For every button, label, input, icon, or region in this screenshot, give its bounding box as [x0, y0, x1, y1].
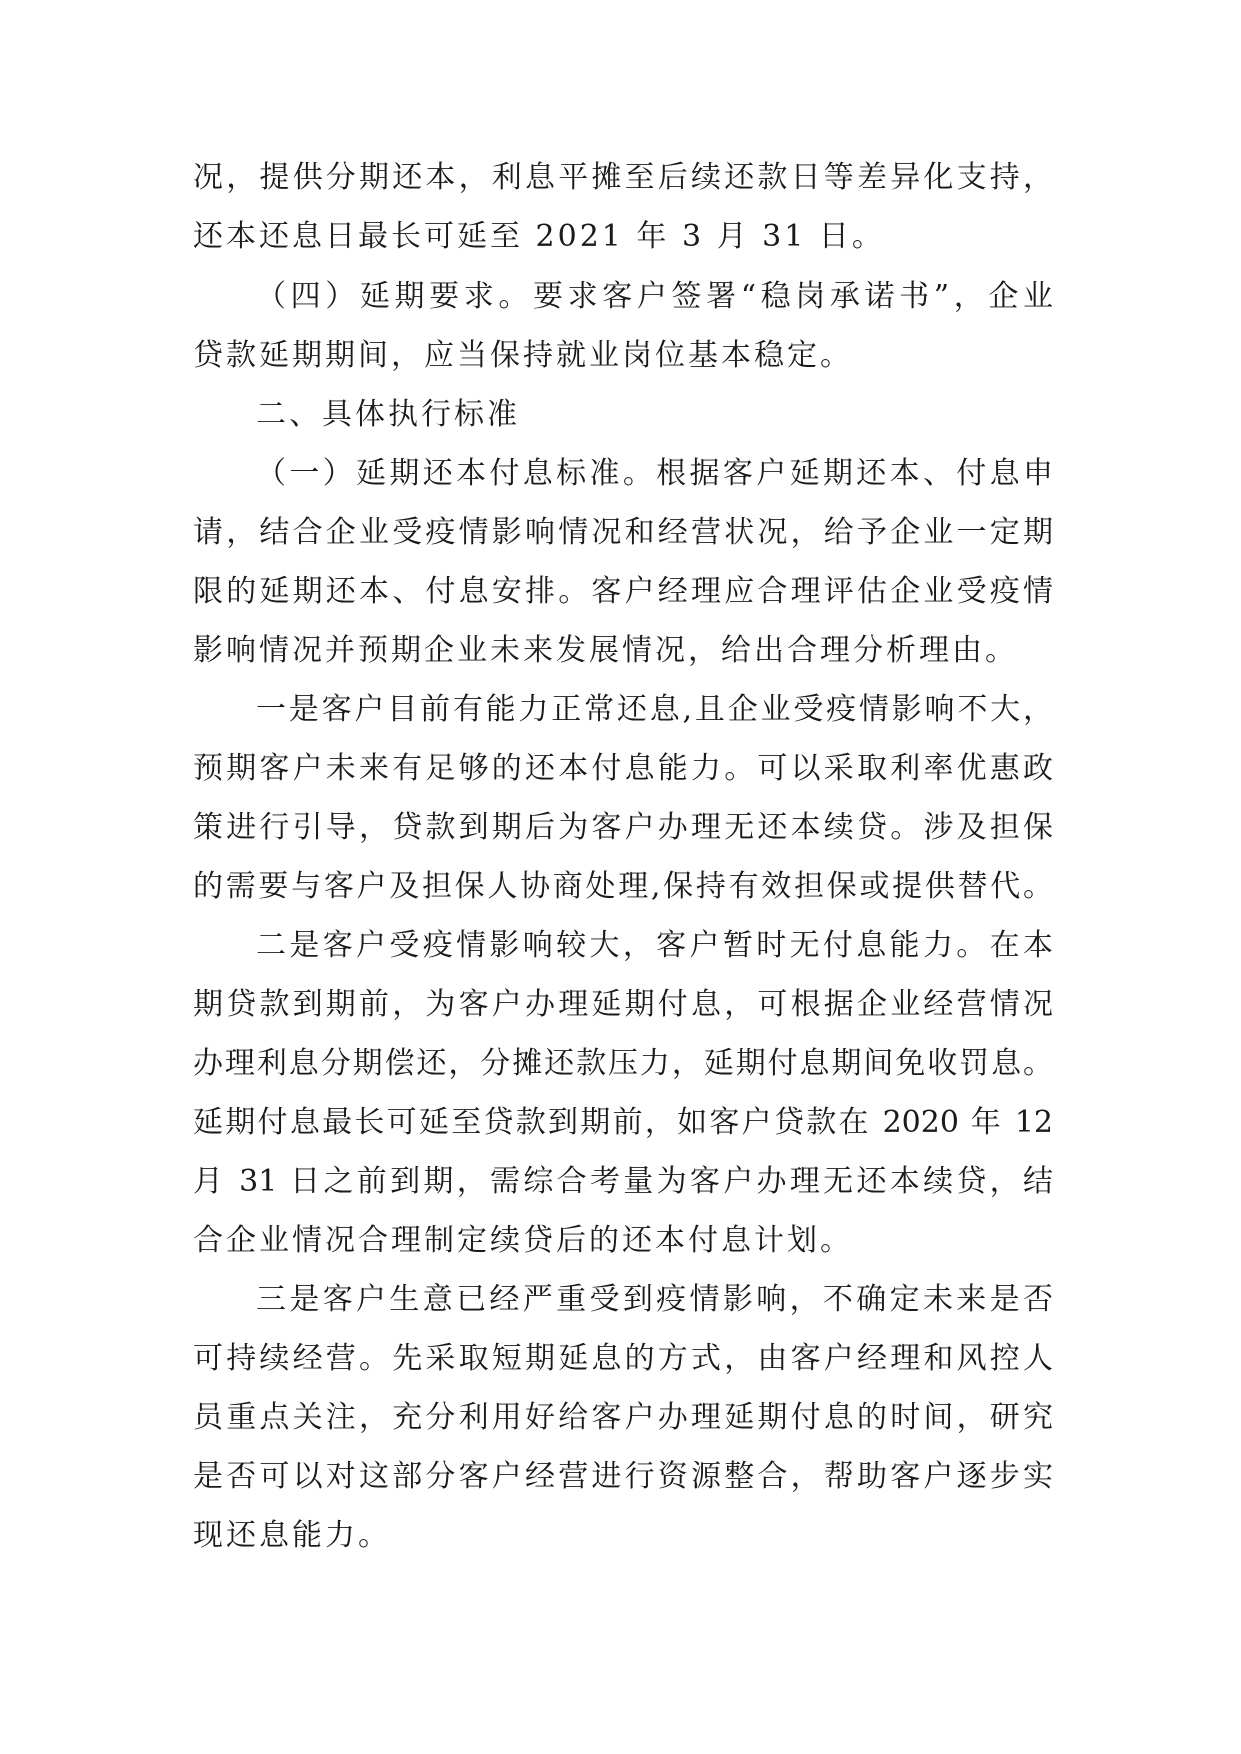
paragraph-line: 的需要与客户及担保人协商处理,保持有效担保或提供替代。 — [193, 869, 1053, 904]
paragraph-line: （一）延期还本付息标准。根据客户延期还本、付息申 — [256, 456, 1053, 491]
paragraph-line: 办理利息分期偿还，分摊还款压力，延期付息期间免收罚息。 — [193, 1046, 1053, 1081]
paragraph-line: 一是客户目前有能力正常还息,且企业受疫情影响不大， — [256, 692, 1053, 727]
paragraph-line: 现还息能力。 — [193, 1518, 391, 1553]
paragraph-line: 员重点关注，充分利用好给客户办理延期付息的时间，研究 — [193, 1400, 1053, 1435]
paragraph-line: 贷款延期期间，应当保持就业岗位基本稳定。 — [193, 338, 853, 373]
paragraph-line: 影响情况并预期企业未来发展情况，给出合理分析理由。 — [193, 633, 1018, 668]
paragraph-line: 三是客户生意已经严重受到疫情影响，不确定未来是否 — [256, 1282, 1053, 1317]
paragraph-line: 可持续经营。先采取短期延息的方式，由客户经理和风控人 — [193, 1341, 1053, 1376]
paragraph-line: 合企业情况合理制定续贷后的还本付息计划。 — [193, 1223, 853, 1258]
paragraph-line: 月 31 日之前到期，需综合考量为客户办理无还本续贷，结 — [193, 1164, 1053, 1199]
paragraph-line: 况，提供分期还本，利息平摊至后续还款日等差异化支持， — [193, 160, 1053, 195]
paragraph-line: 还本还息日最长可延至 2021 年 3 月 31 日。 — [193, 219, 885, 254]
paragraph-line: 二是客户受疫情影响较大，客户暂时无付息能力。在本 — [256, 928, 1053, 963]
paragraph-line: 延期付息最长可延至贷款到期前，如客户贷款在 2020 年 12 — [193, 1105, 1053, 1140]
paragraph-line: 限的延期还本、付息安排。客户经理应合理评估企业受疫情 — [193, 574, 1053, 609]
paragraph-line: 是否可以对这部分客户经营进行资源整合，帮助客户逐步实 — [193, 1459, 1053, 1494]
paragraph-line: （四）延期要求。要求客户签署“稳岗承诺书”，企业 — [256, 279, 1053, 314]
paragraph-line: 期贷款到期前，为客户办理延期付息，可根据企业经营情况 — [193, 987, 1053, 1022]
paragraph-line: 策进行引导，贷款到期后为客户办理无还本续贷。涉及担保 — [193, 810, 1053, 845]
section-heading: 二、具体执行标准 — [256, 397, 520, 432]
paragraph-line: 预期客户未来有足够的还本付息能力。可以采取利率优惠政 — [193, 751, 1053, 786]
paragraph-line: 请，结合企业受疫情影响情况和经营状况，给予企业一定期 — [193, 515, 1053, 550]
